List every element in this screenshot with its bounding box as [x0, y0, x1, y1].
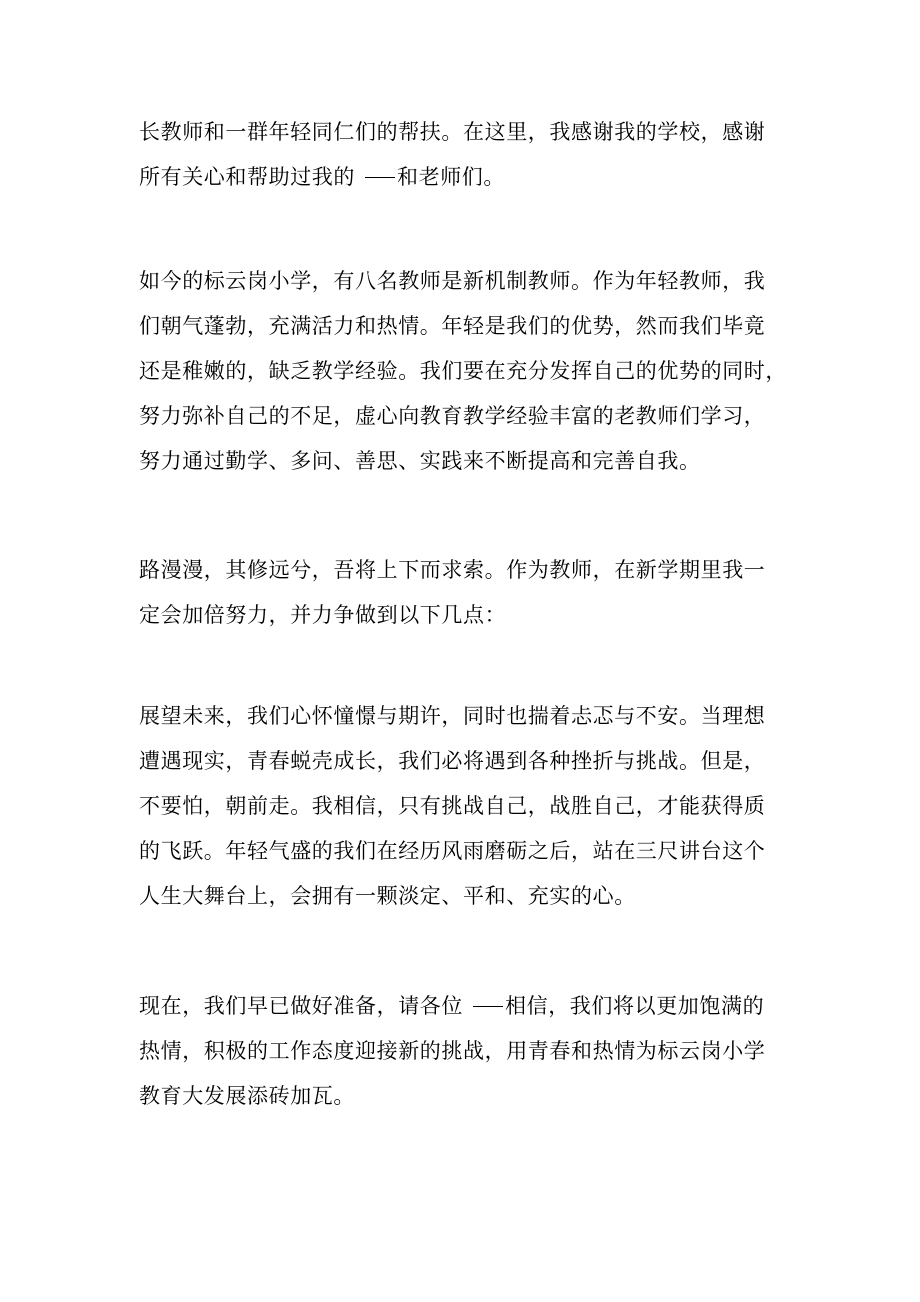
- text-fragment: 相信，我们将以更加饱满的: [505, 994, 765, 1018]
- fill-in-blank: [473, 1005, 503, 1007]
- text-line: [139, 155, 799, 200]
- paragraph-3: [139, 548, 799, 638]
- text-fragment: 和老师们。: [397, 165, 505, 189]
- text-line: [139, 984, 799, 1029]
- text-line: 们朝气蓬勃，充满活力和热情。年轻是我们的优势，然而我们毕竟: [139, 314, 766, 338]
- text-line: 展望未来，我们心怀憧憬与期许，同时也揣着忐忑与不安。当理想: [139, 704, 766, 728]
- text-line: 定会加倍努力，并力争做到以下几点：: [139, 603, 507, 627]
- paragraph-5: [139, 984, 799, 1119]
- paragraph-1: [139, 110, 799, 200]
- text-fragment: 现在，我们早已做好准备，请各位: [139, 994, 463, 1018]
- fill-in-blank: [365, 176, 395, 178]
- paragraph-4: [139, 694, 799, 919]
- text-fragment: 所有关心和帮助过我的: [139, 165, 355, 189]
- text-line: 路漫漫，其修远兮，吾将上下而求索。作为教师，在新学期里我一: [139, 558, 766, 582]
- text-line: 努力弥补自己的不足，虚心向教育教学经验丰富的老教师们学习，: [139, 404, 766, 428]
- text-line: 不要怕，朝前走。我相信，只有挑战自己，战胜自己，才能获得质: [139, 794, 766, 818]
- text-line: 的飞跃。年轻气盛的我们在经历风雨磨砺之后，站在三尺讲台这个: [139, 839, 766, 863]
- text-line: 教育大发展添砖加瓦。: [139, 1084, 355, 1108]
- text-line: 人生大舞台上，会拥有一颗淡定、平和、充实的心。: [139, 884, 636, 908]
- text-line: 热情，积极的工作态度迎接新的挑战，用青春和热情为标云岗小学: [139, 1039, 766, 1063]
- text-line: 如今的标云岗小学，有八名教师是新机制教师。作为年轻教师，我: [139, 269, 766, 293]
- text-line: 长教师和一群年轻同仁们的帮扶。在这里，我感谢我的学校，感谢: [139, 120, 766, 144]
- paragraph-2: [139, 259, 799, 484]
- text-line: 还是稚嫩的，缺乏教学经验。我们要在充分发挥自己的优势的同时，: [139, 359, 787, 383]
- text-line: 努力通过勤学、多问、善思、实践来不断提高和完善自我。: [139, 449, 701, 473]
- text-line: 遭遇现实，青春蜕壳成长，我们必将遇到各种挫折与挑战。但是，: [139, 749, 766, 773]
